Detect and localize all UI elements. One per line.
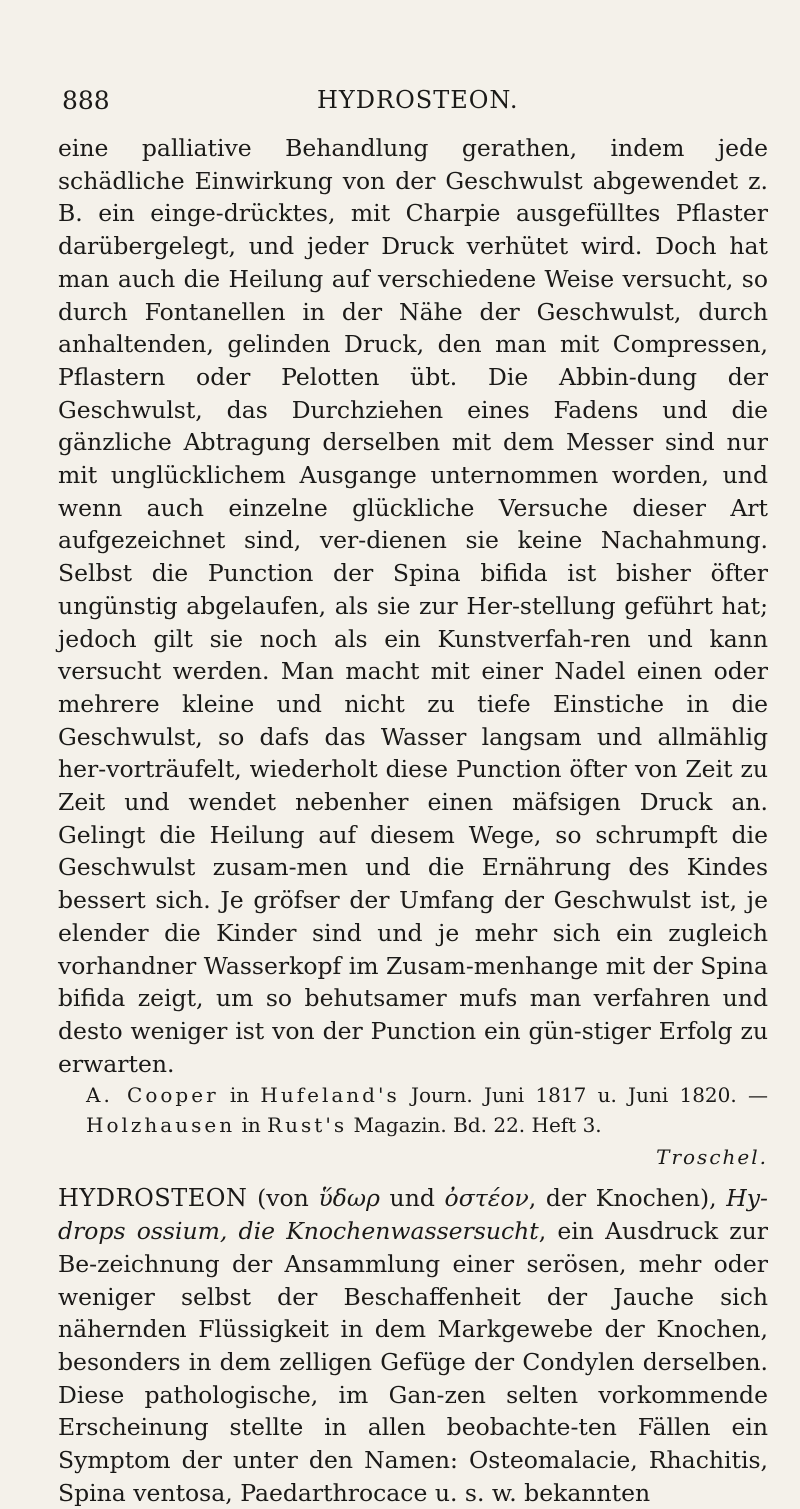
citation-text: Magazin. Bd. 22. Heft 3. <box>347 1113 602 1138</box>
entry-text: , ein Ausdruck zur Be-zeichnung der Ansammlung einer serösen, mehr oder weniger selbst der Beschaffenheit der Jauche sich nähernden Flüssigkeit in dem Markgewebe der Knochen, besonders in dem zelligen Gefüge der Condylen derselben. Diese pathologische, im Gan-zen selten vorkommende Erscheinung stellte in allen beobachte-ten Fällen ein Symptom der unter den Namen: Osteomalacie, Rhachitis, Spina ventosa, Paedarthrocace u. s. w. bekannten <box>58 1217 768 1507</box>
entry-latin-name: Hy-drops ossium, die Knochenwassersucht <box>58 1184 768 1246</box>
page-body <box>58 132 768 1509</box>
page-header <box>62 86 762 126</box>
main-paragraph: eine palliative Behandlung gerathen, indem jede schädliche Einwirkung von der Geschwulst abgewendet z. B. ein einge-drücktes, mit Charpie ausgefülltes Pflaster darübergelegt, und jeder Druck verhütet wird. Doch hat man auch die Heilung auf verschiedene Weise versucht, so durch Fontanellen in der Nähe der Geschwulst, durch anhaltenden, gelinden Druck, den man mit Compressen, Pflastern oder Pelotten übt. Die Abbin-dung der Geschwulst, das Durchziehen eines Fadens und die gänzliche Abtragung derselben mit dem Messer sind nur mit unglücklichem Ausgange unternommen worden, und wenn auch einzelne glückliche Versuche dieser Art aufgezeichnet sind, ver-dienen sie keine Nachahmung. Selbst die Punction der Spina bifida ist bisher öfter ungünstig abgelaufen, als sie zur Her-stellung geführt hat; jedoch gilt sie noch als ein Kunstverfah-ren und kann versucht werden. Man macht mit einer Nadel einen oder mehrere kleine und nicht zu tiefe Einstiche in die Geschwulst, so dafs das Wasser langsam und allmählig her-vorträufelt, wiederholt diese Punction öfter von Zeit zu Zeit und wendet nebenher einen mäfsigen Druck an. Gelingt die Heilung auf diesem Wege, so schrumpft die Geschwulst zusam-men und die Ernährung des Kindes bessert sich. Je gröfser der Umfang der Geschwulst ist, je elender die Kinder sind und je mehr sich ein zugleich vorhandner Wasserkopf im Zusam-menhange mit der Spina bifida zeigt, um so behutsamer mufs man verfahren und desto weniger ist von der Punction ein gün-stiger Erfolg zu erwarten. <box>58 134 768 1078</box>
entry-text: und <box>379 1184 445 1213</box>
running-head: HYDROSTEON. <box>317 86 519 114</box>
citation-text: in <box>235 1113 268 1138</box>
entry-term: HYDROSTEON <box>58 1184 248 1213</box>
author-signature: Troschel. <box>656 1145 768 1170</box>
citation-author-2: Holzhausen <box>86 1113 236 1138</box>
citation-author-1: A. Cooper <box>86 1083 219 1108</box>
page-number: 888 <box>62 86 110 115</box>
citation <box>86 1080 768 1140</box>
citation-text: in <box>218 1083 261 1108</box>
entry-text: , der Knochen), <box>528 1184 727 1213</box>
citation-text: Journ. Juni 1817 u. Juni 1820. — <box>399 1083 768 1108</box>
citation-editor-1: Hufeland's <box>260 1083 400 1108</box>
citation-editor-2: Rust's <box>267 1113 348 1138</box>
entry-text: (von <box>247 1184 319 1213</box>
greek-word-water: ὕδωρ <box>318 1184 380 1213</box>
dictionary-entry <box>58 1182 768 1509</box>
greek-word-bone: ὀστέον <box>444 1184 529 1213</box>
